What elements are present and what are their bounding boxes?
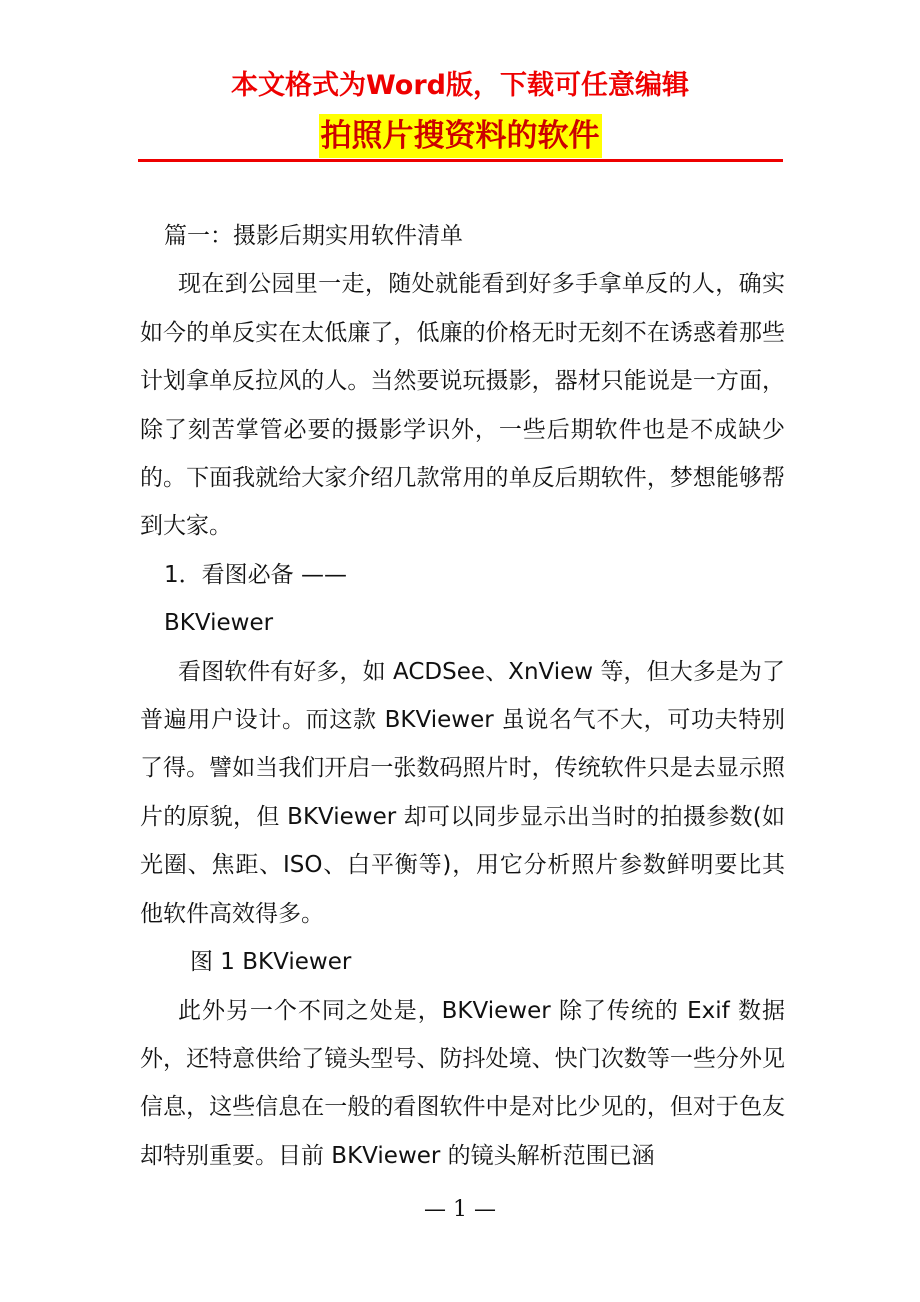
section-heading: 篇一：摄影后期实用软件清单 [164, 223, 463, 249]
title-container [0, 114, 920, 158]
page-number: — 1 — [424, 1197, 496, 1222]
paragraph-intro: 现在到公园里一走，随处就能看到好多手拿单反的人，确实如今的单反实在太低廉了，低廉的价格无时无刻不在诱惑着那些计划拿单反拉风的人。当然要说玩摄影，器材只能说是一方面，除了刻苦掌管必要的摄影学识外，一些后期软件也是不成缺少的。下面我就给大家介绍几款常用的单反后期软件，梦想能够帮到大家。 [140, 271, 785, 540]
document-body [140, 212, 785, 1180]
document-title: 拍照片搜资料的软件 [319, 114, 602, 158]
list-item-heading: 1．看图必备 —— [164, 561, 347, 588]
paragraph-exif: 此外另一个不同之处是，BKViewer 除了传统的 Exif 数据外，还特意供给了镜头型号、防抖处境、快门次数等一些分外见信息，这些信息在一般的看图软件中是对比少见的，但对于色友却特别重要。目前 BKViewer 的镜头解析范围已涵 [140, 997, 785, 1169]
header-divider [138, 159, 783, 162]
software-name: BKViewer [164, 610, 274, 637]
paragraph-bkviewer: 看图软件有好多，如 ACDSee、XnView 等，但大多是为了普遍用户设计。而这款 BKViewer 虽说名气不大，可功夫特别了得。譬如当我们开启一张数码照片时，传统软件只是去显示照片的原貌，但 BKViewer 却可以同步显示出当时的拍摄参数(如光圈、焦距、ISO、白平衡等)，用它分析照片参数鲜明要比其他软件高效得多。 [140, 658, 785, 927]
figure-caption: 图 1 BKViewer [190, 949, 352, 976]
word-format-banner: 本文格式为Word版，下载可任意编辑 [230, 70, 689, 101]
